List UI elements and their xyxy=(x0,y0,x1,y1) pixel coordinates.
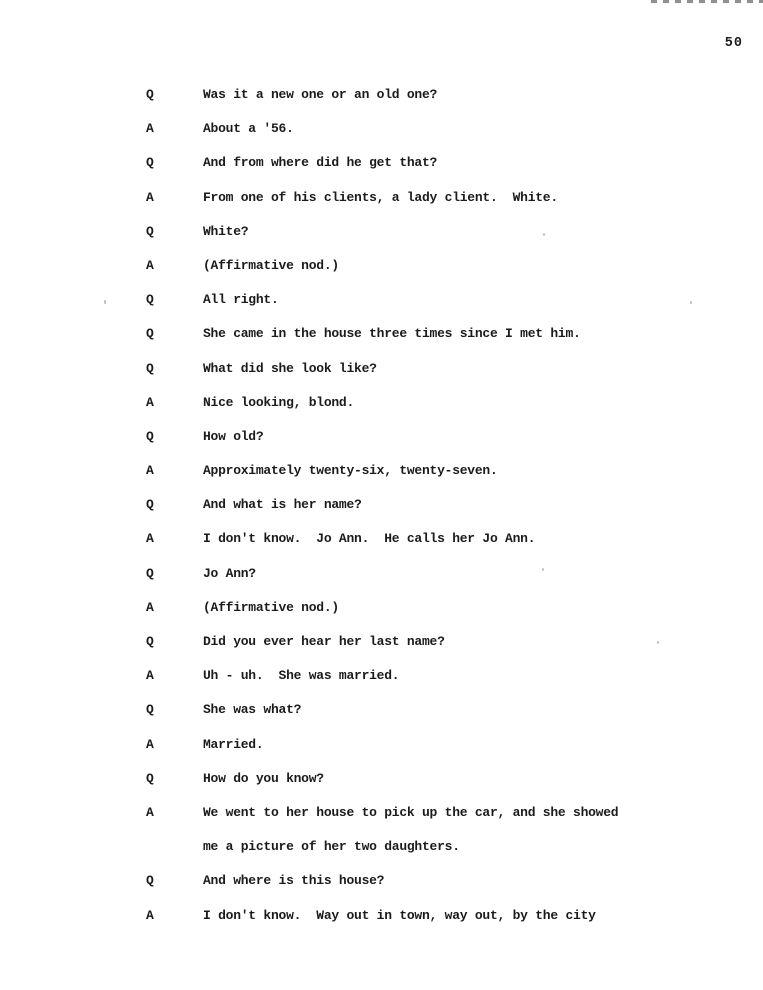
transcript-line xyxy=(146,762,753,796)
speaker-label: Q xyxy=(146,428,154,444)
line-text: me a picture of her two daughters. xyxy=(203,839,460,855)
speaker-label: Q xyxy=(146,87,154,102)
speaker-label: A xyxy=(146,907,154,923)
scan-artifact xyxy=(542,568,544,571)
line-text: And from where did he get that? xyxy=(203,155,438,171)
speaker-label: Q xyxy=(146,292,154,308)
line-text: How do you know? xyxy=(203,770,324,786)
speaker-label: Q xyxy=(146,223,154,239)
transcript-line xyxy=(146,693,753,727)
line-text: Jo Ann? xyxy=(203,565,256,581)
speaker-label: A xyxy=(146,804,154,820)
transcript-line xyxy=(146,420,753,454)
line-text: (Affirmative nod.) xyxy=(203,599,339,615)
line-text: And where is this house? xyxy=(203,873,385,889)
transcript-line xyxy=(146,78,753,112)
page-number: 50 xyxy=(724,36,743,51)
transcript-line xyxy=(146,386,753,420)
transcript-line xyxy=(146,830,753,864)
speaker-label: A xyxy=(146,736,154,752)
speaker-label: Q xyxy=(146,565,154,581)
transcript-body xyxy=(146,78,753,933)
line-text: (Affirmative nod.) xyxy=(203,257,339,273)
speaker-label: A xyxy=(146,599,154,615)
line-text: We went to her house to pick up the car, and she showed xyxy=(203,804,619,820)
transcript-line xyxy=(146,864,753,898)
transcript-line xyxy=(146,181,753,215)
speaker-label: A xyxy=(146,394,154,410)
line-text: And what is her name? xyxy=(203,497,362,513)
speaker-label: A xyxy=(146,189,154,205)
line-text: From one of his clients, a lady client. White. xyxy=(203,189,558,205)
transcript-line xyxy=(146,146,753,180)
line-text: I don't know. Jo Ann. He calls her Jo Ann. xyxy=(203,531,536,547)
line-text: What did she look like? xyxy=(203,360,377,376)
line-text: White? xyxy=(203,223,249,239)
transcript-line xyxy=(146,557,753,591)
speaker-label: A xyxy=(146,668,154,684)
transcript-line xyxy=(146,625,753,659)
speaker-label: A xyxy=(146,121,154,137)
speaker-label: Q xyxy=(146,770,154,786)
line-text: How old? xyxy=(203,428,264,444)
speaker-label: A xyxy=(146,463,154,479)
line-text: Uh - uh. She was married. xyxy=(203,668,400,684)
transcript-line xyxy=(146,488,753,522)
speaker-label: Q xyxy=(146,155,154,171)
speaker-label: Q xyxy=(146,873,154,889)
transcript-line xyxy=(146,899,753,933)
transcript-line xyxy=(146,522,753,556)
line-text: Approximately twenty-six, twenty-seven. xyxy=(203,463,498,479)
transcript-line xyxy=(146,591,753,625)
line-text: I don't know. Way out in town, way out, by the city xyxy=(203,907,596,923)
transcript-line xyxy=(146,454,753,488)
transcript-line xyxy=(146,283,753,317)
transcript-line xyxy=(146,352,753,386)
speaker-label: Q xyxy=(146,702,154,718)
transcript-line xyxy=(146,112,753,146)
transcript-line xyxy=(146,317,753,351)
transcript-line xyxy=(146,659,753,693)
transcript-line xyxy=(146,728,753,762)
line-text: Was it a new one or an old one? xyxy=(203,87,438,102)
speaker-label: A xyxy=(146,531,154,547)
speaker-label: Q xyxy=(146,326,154,342)
line-text: Nice looking, blond. xyxy=(203,394,355,410)
scan-artifact xyxy=(690,301,692,304)
line-text: She was what? xyxy=(203,702,302,718)
speaker-label: A xyxy=(146,257,154,273)
transcript-line xyxy=(146,249,753,283)
speaker-label: Q xyxy=(146,634,154,649)
line-text: She came in the house three times since I met him. xyxy=(203,326,581,342)
scan-edge-dashes xyxy=(651,0,763,3)
scan-artifact xyxy=(657,641,659,644)
scan-artifact xyxy=(104,300,106,304)
line-text: Did you ever hear her last name? xyxy=(203,634,445,649)
speaker-label: Q xyxy=(146,497,154,513)
transcript-line xyxy=(146,796,753,830)
transcript-line xyxy=(146,215,753,249)
speaker-label: Q xyxy=(146,360,154,376)
scan-artifact xyxy=(543,233,545,236)
line-text: Married. xyxy=(203,736,264,752)
line-text: About a '56. xyxy=(203,121,294,137)
line-text: All right. xyxy=(203,292,279,308)
